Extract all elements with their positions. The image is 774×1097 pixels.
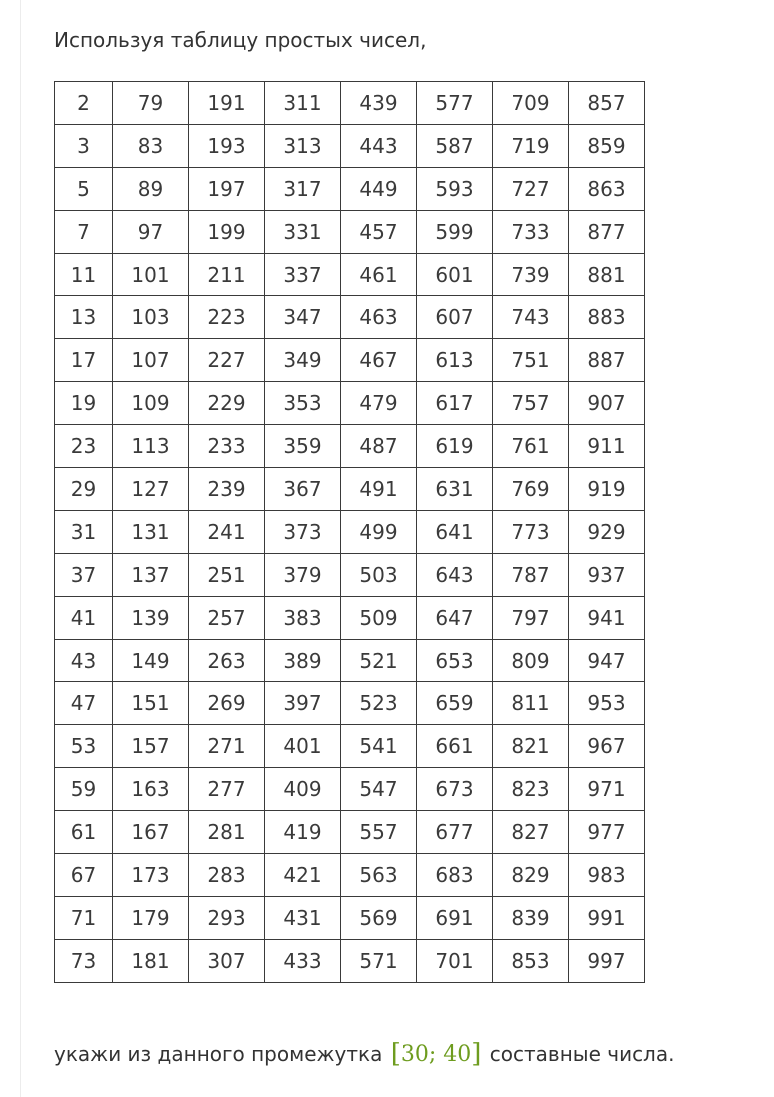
prime-cell: 241 — [189, 510, 265, 553]
prime-cell: 613 — [417, 339, 493, 382]
prime-cell: 653 — [417, 639, 493, 682]
prime-cell: 193 — [189, 124, 265, 167]
prime-cell: 211 — [189, 253, 265, 296]
task-text-before: укажи из данного промежутка — [54, 1042, 383, 1066]
prime-cell: 661 — [417, 725, 493, 768]
prime-cell: 619 — [417, 425, 493, 468]
prime-cell: 557 — [341, 811, 417, 854]
prime-cell: 353 — [265, 382, 341, 425]
prime-cell: 743 — [493, 296, 569, 339]
table-row — [55, 253, 645, 296]
prime-cell: 829 — [493, 854, 569, 897]
prime-cell: 137 — [113, 553, 189, 596]
prime-cell: 71 — [55, 896, 113, 939]
prime-cell: 659 — [417, 682, 493, 725]
prime-cell: 139 — [113, 596, 189, 639]
table-row — [55, 167, 645, 210]
prime-cell: 313 — [265, 124, 341, 167]
prime-cell: 109 — [113, 382, 189, 425]
prime-cell: 359 — [265, 425, 341, 468]
prime-cell: 7 — [55, 210, 113, 253]
prime-cell: 857 — [569, 82, 645, 125]
prime-cell: 191 — [189, 82, 265, 125]
prime-cell: 631 — [417, 468, 493, 511]
prime-cell: 937 — [569, 553, 645, 596]
prime-cell: 569 — [341, 896, 417, 939]
prime-cell: 223 — [189, 296, 265, 339]
prime-cell: 311 — [265, 82, 341, 125]
prime-cell: 107 — [113, 339, 189, 382]
prime-cell: 883 — [569, 296, 645, 339]
prime-cell: 919 — [569, 468, 645, 511]
prime-cell: 47 — [55, 682, 113, 725]
prime-table-body — [55, 82, 645, 983]
prime-cell: 571 — [341, 939, 417, 982]
prime-cell: 509 — [341, 596, 417, 639]
prime-cell: 239 — [189, 468, 265, 511]
prime-cell: 709 — [493, 82, 569, 125]
prime-cell: 367 — [265, 468, 341, 511]
prime-cell: 887 — [569, 339, 645, 382]
prime-cell: 967 — [569, 725, 645, 768]
prime-cell: 877 — [569, 210, 645, 253]
table-row — [55, 639, 645, 682]
table-row — [55, 124, 645, 167]
prime-cell: 67 — [55, 854, 113, 897]
prime-cell: 331 — [265, 210, 341, 253]
table-row — [55, 82, 645, 125]
prime-cell: 677 — [417, 811, 493, 854]
prime-cell: 157 — [113, 725, 189, 768]
prime-cell: 997 — [569, 939, 645, 982]
prime-cell: 701 — [417, 939, 493, 982]
prime-cell: 641 — [417, 510, 493, 553]
prime-cell: 991 — [569, 896, 645, 939]
prime-cell: 73 — [55, 939, 113, 982]
prime-cell: 947 — [569, 639, 645, 682]
prime-cell: 977 — [569, 811, 645, 854]
table-row — [55, 553, 645, 596]
prime-cell: 89 — [113, 167, 189, 210]
prime-cell: 17 — [55, 339, 113, 382]
prime-cell: 797 — [493, 596, 569, 639]
prime-cell: 163 — [113, 768, 189, 811]
prime-cell: 199 — [189, 210, 265, 253]
prime-cell: 881 — [569, 253, 645, 296]
prime-cell: 389 — [265, 639, 341, 682]
prime-cell: 773 — [493, 510, 569, 553]
prime-cell: 131 — [113, 510, 189, 553]
intro-text: Используя таблицу простых чисел, — [54, 28, 427, 52]
prime-cell: 229 — [189, 382, 265, 425]
interval-open-bracket: [ — [390, 1039, 401, 1069]
prime-cell: 383 — [265, 596, 341, 639]
table-row — [55, 811, 645, 854]
prime-cell: 19 — [55, 382, 113, 425]
prime-cell: 443 — [341, 124, 417, 167]
prime-cell: 547 — [341, 768, 417, 811]
prime-cell: 587 — [417, 124, 493, 167]
prime-cell: 863 — [569, 167, 645, 210]
prime-cell: 503 — [341, 553, 417, 596]
prime-cell: 463 — [341, 296, 417, 339]
prime-cell: 491 — [341, 468, 417, 511]
prime-cell: 11 — [55, 253, 113, 296]
prime-cell: 457 — [341, 210, 417, 253]
interval-bounds: 30; 40 — [400, 1042, 472, 1067]
prime-cell: 5 — [55, 167, 113, 210]
prime-cell: 401 — [265, 725, 341, 768]
prime-cell: 827 — [493, 811, 569, 854]
prime-cell: 787 — [493, 553, 569, 596]
prime-cell: 617 — [417, 382, 493, 425]
prime-cell: 601 — [417, 253, 493, 296]
table-row — [55, 596, 645, 639]
prime-cell: 751 — [493, 339, 569, 382]
prime-cell: 487 — [341, 425, 417, 468]
prime-cell: 431 — [265, 896, 341, 939]
prime-cell: 839 — [493, 896, 569, 939]
prime-cell: 61 — [55, 811, 113, 854]
prime-cell: 673 — [417, 768, 493, 811]
prime-cell: 257 — [189, 596, 265, 639]
prime-cell: 269 — [189, 682, 265, 725]
prime-cell: 37 — [55, 553, 113, 596]
prime-cell: 53 — [55, 725, 113, 768]
prime-cell: 103 — [113, 296, 189, 339]
prime-cell: 647 — [417, 596, 493, 639]
table-row — [55, 339, 645, 382]
prime-cell: 971 — [569, 768, 645, 811]
prime-cell: 263 — [189, 639, 265, 682]
interval-expression — [390, 1039, 482, 1069]
prime-cell: 607 — [417, 296, 493, 339]
prime-cell: 227 — [189, 339, 265, 382]
prime-numbers-table — [54, 81, 645, 983]
prime-cell: 283 — [189, 854, 265, 897]
table-row — [55, 896, 645, 939]
prime-cell: 271 — [189, 725, 265, 768]
prime-cell: 941 — [569, 596, 645, 639]
prime-cell: 173 — [113, 854, 189, 897]
table-row — [55, 939, 645, 982]
prime-cell: 127 — [113, 468, 189, 511]
prime-cell: 347 — [265, 296, 341, 339]
prime-cell: 643 — [417, 553, 493, 596]
prime-cell: 983 — [569, 854, 645, 897]
prime-cell: 433 — [265, 939, 341, 982]
prime-cell: 523 — [341, 682, 417, 725]
prime-cell: 409 — [265, 768, 341, 811]
table-row — [55, 854, 645, 897]
prime-cell: 41 — [55, 596, 113, 639]
prime-cell: 953 — [569, 682, 645, 725]
prime-cell: 577 — [417, 82, 493, 125]
prime-cell: 293 — [189, 896, 265, 939]
table-row — [55, 425, 645, 468]
prime-cell: 757 — [493, 382, 569, 425]
prime-cell: 349 — [265, 339, 341, 382]
prime-cell: 151 — [113, 682, 189, 725]
prime-cell: 821 — [493, 725, 569, 768]
prime-cell: 29 — [55, 468, 113, 511]
prime-cell: 853 — [493, 939, 569, 982]
prime-cell: 739 — [493, 253, 569, 296]
prime-cell: 733 — [493, 210, 569, 253]
prime-cell: 769 — [493, 468, 569, 511]
prime-cell: 929 — [569, 510, 645, 553]
prime-cell: 521 — [341, 639, 417, 682]
prime-cell: 97 — [113, 210, 189, 253]
prime-cell: 719 — [493, 124, 569, 167]
table-row — [55, 768, 645, 811]
table-row — [55, 468, 645, 511]
prime-cell: 197 — [189, 167, 265, 210]
prime-cell: 337 — [265, 253, 341, 296]
prime-cell: 379 — [265, 553, 341, 596]
prime-cell: 23 — [55, 425, 113, 468]
prime-cell: 907 — [569, 382, 645, 425]
prime-cell: 449 — [341, 167, 417, 210]
prime-cell: 59 — [55, 768, 113, 811]
prime-cell: 911 — [569, 425, 645, 468]
prime-cell: 397 — [265, 682, 341, 725]
prime-cell: 2 — [55, 82, 113, 125]
prime-cell: 307 — [189, 939, 265, 982]
prime-cell: 179 — [113, 896, 189, 939]
prime-cell: 859 — [569, 124, 645, 167]
prime-cell: 3 — [55, 124, 113, 167]
interval-close-bracket: ] — [471, 1039, 482, 1069]
prime-cell: 563 — [341, 854, 417, 897]
page-left-border — [20, 0, 21, 1097]
prime-cell: 113 — [113, 425, 189, 468]
prime-cell: 479 — [341, 382, 417, 425]
prime-cell: 683 — [417, 854, 493, 897]
prime-cell: 101 — [113, 253, 189, 296]
prime-cell: 419 — [265, 811, 341, 854]
prime-cell: 467 — [341, 339, 417, 382]
prime-cell: 83 — [113, 124, 189, 167]
prime-cell: 43 — [55, 639, 113, 682]
prime-cell: 251 — [189, 553, 265, 596]
prime-cell: 79 — [113, 82, 189, 125]
table-row — [55, 296, 645, 339]
prime-cell: 811 — [493, 682, 569, 725]
table-row — [55, 725, 645, 768]
prime-cell: 233 — [189, 425, 265, 468]
prime-cell: 499 — [341, 510, 417, 553]
prime-cell: 277 — [189, 768, 265, 811]
prime-cell: 761 — [493, 425, 569, 468]
prime-cell: 373 — [265, 510, 341, 553]
prime-cell: 317 — [265, 167, 341, 210]
prime-cell: 727 — [493, 167, 569, 210]
prime-cell: 181 — [113, 939, 189, 982]
prime-cell: 599 — [417, 210, 493, 253]
prime-cell: 281 — [189, 811, 265, 854]
task-text — [54, 1038, 674, 1070]
prime-cell: 461 — [341, 253, 417, 296]
prime-cell: 809 — [493, 639, 569, 682]
table-row — [55, 510, 645, 553]
prime-cell: 691 — [417, 896, 493, 939]
prime-cell: 13 — [55, 296, 113, 339]
prime-cell: 421 — [265, 854, 341, 897]
task-text-after: составные числа. — [489, 1042, 675, 1066]
prime-cell: 593 — [417, 167, 493, 210]
prime-cell: 167 — [113, 811, 189, 854]
prime-cell: 541 — [341, 725, 417, 768]
table-row — [55, 210, 645, 253]
table-row — [55, 682, 645, 725]
prime-cell: 823 — [493, 768, 569, 811]
prime-cell: 149 — [113, 639, 189, 682]
prime-cell: 439 — [341, 82, 417, 125]
prime-cell: 31 — [55, 510, 113, 553]
table-row — [55, 382, 645, 425]
